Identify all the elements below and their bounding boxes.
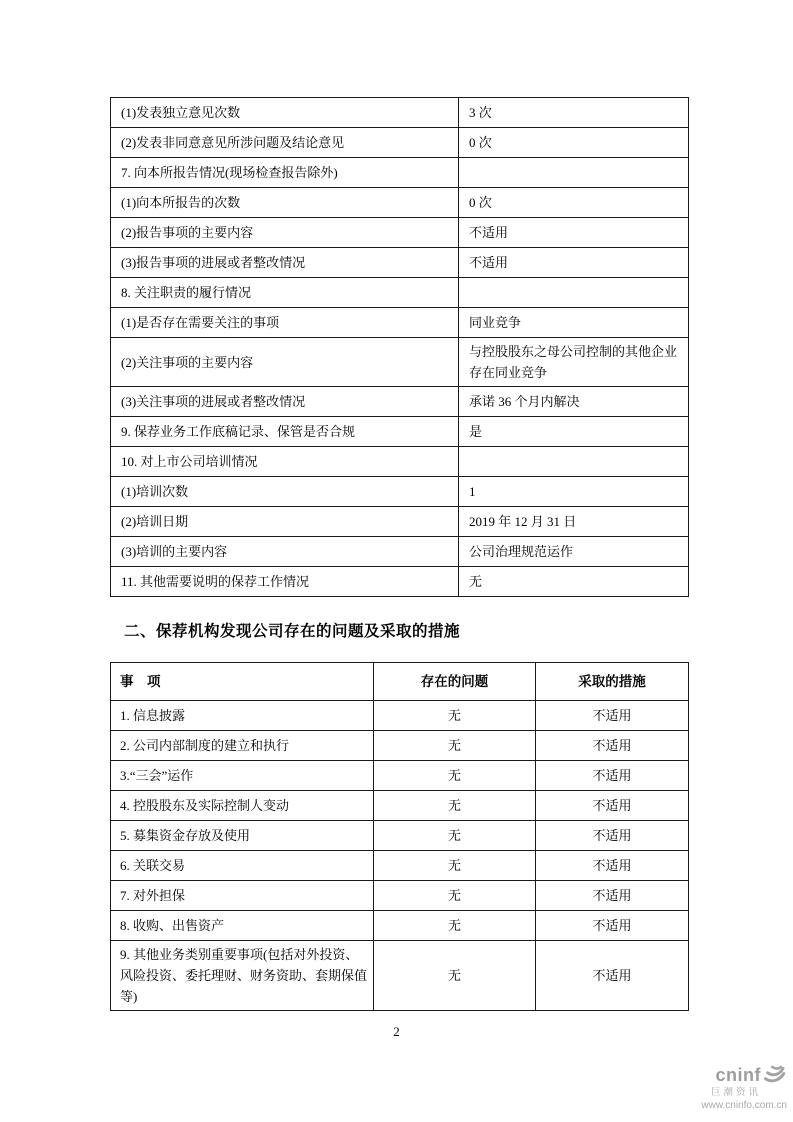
measure-cell: 不适用 xyxy=(536,821,689,851)
table-row xyxy=(111,791,689,821)
problem-cell: 无 xyxy=(374,881,536,911)
item-cell: 6. 关联交易 xyxy=(111,851,374,881)
table-row xyxy=(111,417,689,447)
item-value: 无 xyxy=(459,567,689,597)
item-cell: 2. 公司内部制度的建立和执行 xyxy=(111,731,374,761)
table-row xyxy=(111,188,689,218)
problem-cell: 无 xyxy=(374,821,536,851)
problem-cell: 无 xyxy=(374,701,536,731)
item-label: (1)是否存在需要关注的事项 xyxy=(111,308,459,338)
item-label: (2)报告事项的主要内容 xyxy=(111,218,459,248)
table-row xyxy=(111,477,689,507)
item-label: 11. 其他需要说明的保荐工作情况 xyxy=(111,567,459,597)
table-row xyxy=(111,881,689,911)
section-heading: 二、保荐机构发现公司存在的问题及采取的措施 xyxy=(124,623,461,640)
table-row xyxy=(111,308,689,338)
page-number: 2 xyxy=(393,1024,400,1039)
item-value: 0 次 xyxy=(459,128,689,158)
table-row xyxy=(111,911,689,941)
item-value xyxy=(459,447,689,477)
table-row xyxy=(111,507,689,537)
item-cell: 4. 控股股东及实际控制人变动 xyxy=(111,791,374,821)
item-value: 不适用 xyxy=(459,248,689,278)
item-label: (2)关注事项的主要内容 xyxy=(111,338,459,387)
item-label: (2)发表非同意意见所涉问题及结论意见 xyxy=(111,128,459,158)
item-label: 9. 保荐业务工作底稿记录、保管是否合规 xyxy=(111,417,459,447)
cninfo-logo-text: cninf xyxy=(715,1065,761,1085)
measure-cell: 不适用 xyxy=(536,731,689,761)
item-value: 2019 年 12 月 31 日 xyxy=(459,507,689,537)
table-row xyxy=(111,387,689,417)
item-cell: 3.“三会”运作 xyxy=(111,761,374,791)
item-label: 8. 关注职责的履行情况 xyxy=(111,278,459,308)
item-value xyxy=(459,278,689,308)
item-cell: 9. 其他业务类别重要事项(包括对外投资、风险投资、委托理财、财务资助、套期保值等) xyxy=(111,941,374,1011)
measure-cell: 不适用 xyxy=(536,881,689,911)
item-value: 是 xyxy=(459,417,689,447)
cninfo-logo-top xyxy=(716,1064,788,1086)
measure-cell: 不适用 xyxy=(536,851,689,881)
table-row xyxy=(111,731,689,761)
problem-cell: 无 xyxy=(374,851,536,881)
sponsor-work-table xyxy=(110,97,689,597)
measure-cell: 不适用 xyxy=(536,941,689,1011)
item-cell: 5. 募集资金存放及使用 xyxy=(111,821,374,851)
measure-cell: 不适用 xyxy=(536,791,689,821)
table-row xyxy=(111,851,689,881)
table-row xyxy=(111,158,689,188)
table-header-row xyxy=(111,663,689,701)
header-problem: 存在的问题 xyxy=(374,663,536,701)
problem-cell: 无 xyxy=(374,731,536,761)
cninfo-logo-url: www.cninfo.com.cn xyxy=(701,1099,787,1111)
item-label: (1)向本所报告的次数 xyxy=(111,188,459,218)
table-row xyxy=(111,218,689,248)
header-item: 事 项 xyxy=(111,663,374,701)
table-row xyxy=(111,567,689,597)
problems-measures-table xyxy=(110,662,689,1011)
item-value: 3 次 xyxy=(459,98,689,128)
problem-cell: 无 xyxy=(374,761,536,791)
item-label: (1)发表独立意见次数 xyxy=(111,98,459,128)
item-label: 10. 对上市公司培训情况 xyxy=(111,447,459,477)
table-row xyxy=(111,701,689,731)
table-row xyxy=(111,941,689,1011)
header-measure: 采取的措施 xyxy=(536,663,689,701)
table-row xyxy=(111,248,689,278)
cninfo-swirl-icon xyxy=(763,1064,787,1086)
cninfo-logo-chinese: 巨潮资讯 xyxy=(710,1087,761,1098)
item-cell: 8. 收购、出售资产 xyxy=(111,911,374,941)
measure-cell: 不适用 xyxy=(536,761,689,791)
problem-cell: 无 xyxy=(374,941,536,1011)
problem-cell: 无 xyxy=(374,791,536,821)
item-label: (2)培训日期 xyxy=(111,507,459,537)
table-row xyxy=(111,761,689,791)
item-value: 公司治理规范运作 xyxy=(459,537,689,567)
table-row xyxy=(111,447,689,477)
item-label: (3)关注事项的进展或者整改情况 xyxy=(111,387,459,417)
item-value: 不适用 xyxy=(459,218,689,248)
table-row xyxy=(111,537,689,567)
item-cell: 7. 对外担保 xyxy=(111,881,374,911)
item-label: (1)培训次数 xyxy=(111,477,459,507)
cninfo-logo xyxy=(701,1064,787,1111)
measure-cell: 不适用 xyxy=(536,911,689,941)
item-value: 与控股股东之母公司控制的其他企业存在同业竞争 xyxy=(459,338,689,387)
table-row xyxy=(111,821,689,851)
item-label: 7. 向本所报告情况(现场检查报告除外) xyxy=(111,158,459,188)
item-value xyxy=(459,158,689,188)
table-row xyxy=(111,98,689,128)
item-label: (3)培训的主要内容 xyxy=(111,537,459,567)
problem-cell: 无 xyxy=(374,911,536,941)
item-value: 0 次 xyxy=(459,188,689,218)
item-label: (3)报告事项的进展或者整改情况 xyxy=(111,248,459,278)
measure-cell: 不适用 xyxy=(536,701,689,731)
item-value: 1 xyxy=(459,477,689,507)
table-row xyxy=(111,278,689,308)
item-value: 同业竞争 xyxy=(459,308,689,338)
table-row xyxy=(111,128,689,158)
table-row xyxy=(111,338,689,387)
item-value: 承诺 36 个月内解决 xyxy=(459,387,689,417)
item-cell: 1. 信息披露 xyxy=(111,701,374,731)
